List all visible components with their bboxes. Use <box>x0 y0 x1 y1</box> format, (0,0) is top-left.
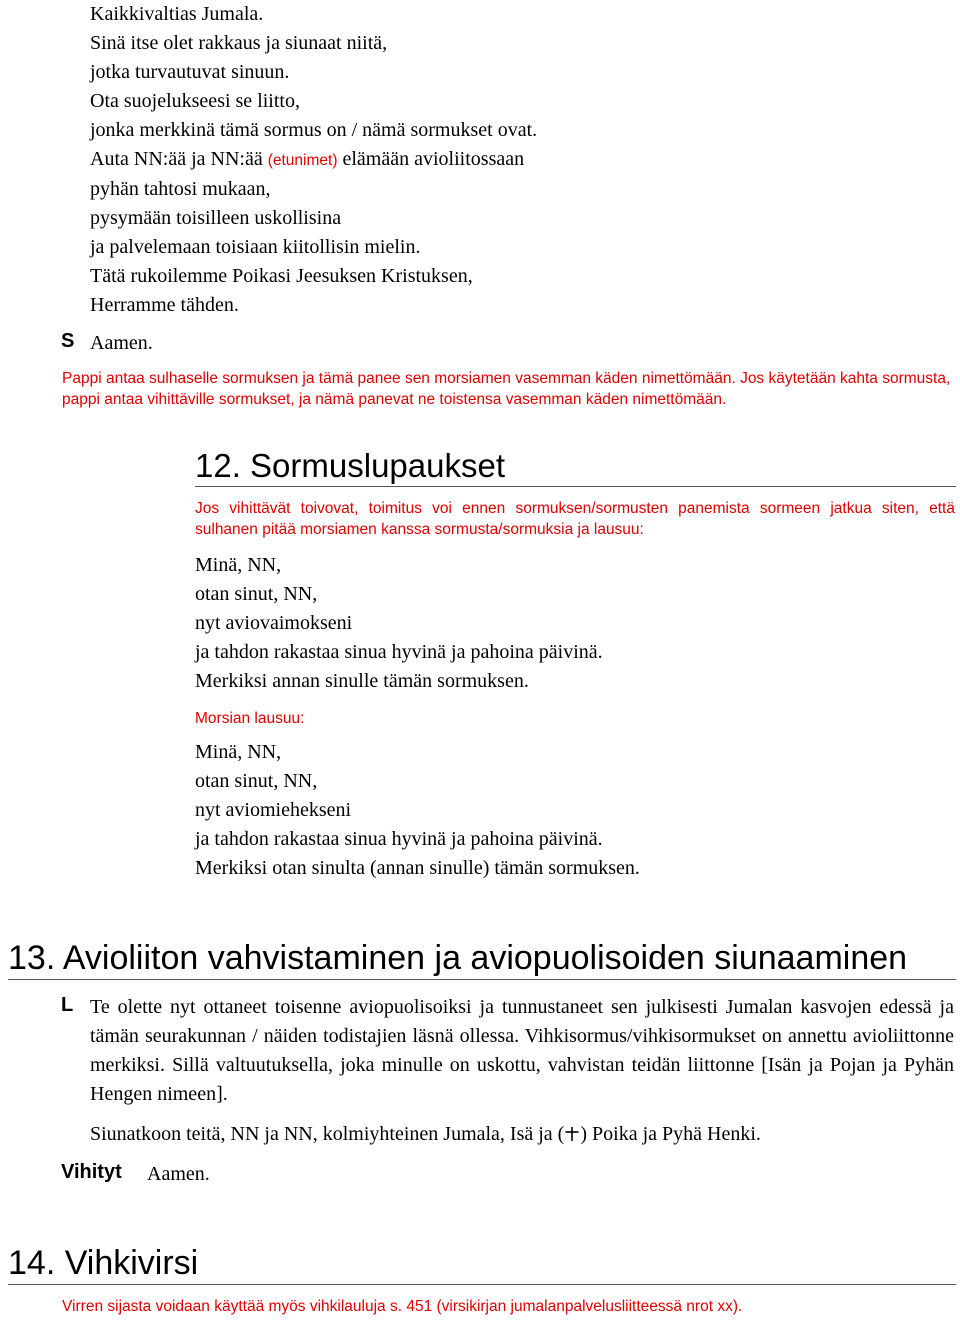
prayer-text: Auta NN:ää ja NN:ää <box>90 148 268 170</box>
blessing-text: ) Poika ja Pyhä Henki. <box>580 1123 761 1145</box>
vow-line: Merkiksi annan sinulle tämän sormuksen. <box>195 670 529 692</box>
blessing-line <box>90 1120 761 1151</box>
amen-response: Aamen. <box>147 1163 210 1185</box>
vow-line: nyt aviomiehekseni <box>195 799 352 821</box>
speaker-label: Vihityt <box>61 1161 122 1183</box>
vow-line: otan sinut, NN, <box>195 583 318 605</box>
vow-line: ja tahdon rakastaa sinua hyvinä ja pahoina päivinä. <box>195 828 603 850</box>
bride-label: Morsian lausuu: <box>195 710 305 727</box>
section-heading: 14. Vihkivirsi <box>8 1244 199 1282</box>
vow-line: nyt aviovaimokseni <box>195 612 353 634</box>
prayer-line: jotka turvautuvat sinuun. <box>90 61 290 83</box>
vow-groom <box>195 551 603 696</box>
rubric-inline: (etunimet) <box>267 152 338 169</box>
prayer-block <box>90 0 537 320</box>
vow-bride <box>195 738 640 883</box>
speaker-label: L <box>61 994 74 1016</box>
prayer-line: Kaikkivaltias Jumala. <box>90 3 264 25</box>
vow-line: Merkiksi otan sinulta (annan sinulle) tämän sormuksen. <box>195 857 640 879</box>
vow-line: Minä, NN, <box>195 554 282 576</box>
speaker-label: S <box>61 330 75 352</box>
prayer-line: pyhän tahtosi mukaan, <box>90 178 271 200</box>
prayer-line: Sinä itse olet rakkaus ja siunaat niitä, <box>90 32 388 54</box>
vow-line: ja tahdon rakastaa sinua hyvinä ja pahoina päivinä. <box>195 641 603 663</box>
prayer-line: ja palvelemaan toisiaan kiitollisin mielin. <box>90 236 421 258</box>
vow-line: otan sinut, NN, <box>195 770 318 792</box>
rubric-text: Jos vihittävät toivovat, toimitus voi ennen sormuksen/sormusten panemista sormeen jatkua siten, että sulhanen pitää morsiamen kanssa sormusta/sormuksia ja lausuu: <box>195 500 955 538</box>
prayer-line: Ota suojelukseesi se liitto, <box>90 90 300 112</box>
prayer-text: elämään avioliitossaan <box>337 148 525 170</box>
heading-rule <box>195 486 956 487</box>
cross-icon <box>564 1122 580 1151</box>
amen-response: Aamen. <box>90 332 153 354</box>
rubric-text: Pappi antaa sulhaselle sormuksen ja tämä panee sen morsiamen vasemman käden nimettömään. Jos käytetään kahta sormusta, pappi antaa vihittäville sormukset, ja nämä panevat ne toistensa vasemman käden nimettömään. <box>62 370 951 408</box>
prayer-line-names <box>90 145 537 175</box>
declaration-paragraph: Te olette nyt ottaneet toisenne aviopuolisoiksi ja tunnustaneet sen julkisesti Jumalan kasvojen edessä ja tämän seurakunnan / näiden todistajien läsnä ollessa. Vihkisormus/vihkisormukset on annettu avioliittonne merkiksi. Sillä valtuutuksella, joka minulle on uskottu, vahvistan teidän liittonne [Isän ja Pojan ja Pyhän Hengen nimeen]. <box>90 996 954 1105</box>
blessing-text: Siunatkoon teitä, NN ja NN, kolmiyhteinen Jumala, Isä ja ( <box>90 1123 565 1145</box>
vow-line: Minä, NN, <box>195 741 282 763</box>
heading-rule <box>8 1284 956 1285</box>
heading-rule <box>8 979 956 980</box>
rubric-text: Virren sijasta voidaan käyttää myös vihkilauluja s. 451 (virsikirjan jumalanpalvelusliitteessä nrot xx). <box>62 1298 743 1315</box>
section-heading: 12. Sormuslupaukset <box>195 447 506 484</box>
prayer-line: Tätä rukoilemme Poikasi Jeesuksen Kristuksen, <box>90 265 473 287</box>
prayer-line: pysymään toisilleen uskollisina <box>90 207 342 229</box>
prayer-line: jonka merkkinä tämä sormus on / nämä sormukset ovat. <box>90 119 538 141</box>
prayer-line: Herramme tähden. <box>90 294 239 316</box>
section-heading: 13. Avioliiton vahvistaminen ja aviopuolisoiden siunaaminen <box>8 939 908 977</box>
